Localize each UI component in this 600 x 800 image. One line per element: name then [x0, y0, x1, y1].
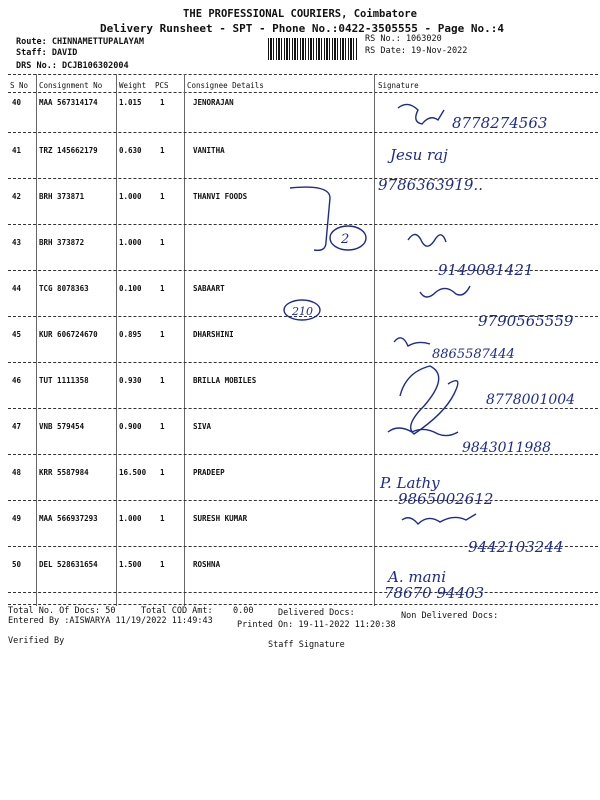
- row-separator: [8, 132, 598, 133]
- circle-mark: [330, 226, 366, 250]
- row-consignment: KUR 606724670: [39, 330, 98, 339]
- row-weight: 1.500: [119, 560, 142, 569]
- verified-by: Verified By: [8, 636, 65, 646]
- row-pcs: 1: [160, 376, 165, 385]
- row-weight: 0.630: [119, 146, 142, 155]
- row-pcs: 1: [160, 238, 165, 247]
- circle-mark: [284, 300, 320, 320]
- col-consignment: Consignment No: [39, 81, 103, 90]
- drs-number: DRS No.: DCJB106302004: [16, 61, 129, 71]
- header-rule: [8, 92, 598, 93]
- company-title: THE PROFESSIONAL COURIERS, Coimbatore: [183, 8, 417, 20]
- row-consignee: JENORAJAN: [193, 98, 234, 107]
- row-consignee: VANITHA: [193, 146, 225, 155]
- handwritten-phone: 8778274563: [452, 114, 548, 132]
- row-sno: 50: [12, 560, 22, 569]
- col-pcs: PCS: [155, 81, 169, 90]
- row-weight: 16.500: [119, 468, 147, 477]
- row-separator: [8, 454, 598, 455]
- row-weight: 1.015: [119, 98, 142, 107]
- row-sno: 41: [12, 146, 22, 155]
- staff-signature: Staff Signature: [268, 640, 345, 650]
- row-pcs: 1: [160, 468, 165, 477]
- handwritten-phone: 9786363919..: [378, 176, 483, 194]
- row-consignment: TRZ 145662179: [39, 146, 98, 155]
- row-sno: 45: [12, 330, 22, 339]
- row-separator: [8, 178, 598, 179]
- row-sno: 40: [12, 98, 22, 107]
- printed-on: Printed On: 19-11-2022 11:20:38: [237, 620, 396, 630]
- row-consignment: KRR 5587984: [39, 468, 89, 477]
- col-sno: S No: [10, 81, 29, 90]
- row-separator: [8, 316, 598, 317]
- row-separator: [8, 500, 598, 501]
- row-pcs: 1: [160, 514, 165, 523]
- footer-rule: [8, 604, 598, 605]
- row-separator: [8, 408, 598, 409]
- handwritten-phone: 8865587444: [432, 347, 515, 362]
- signature-scribble: [408, 234, 446, 246]
- row-consignee: BRILLA MOBILES: [193, 376, 257, 385]
- total-cod-value: 0.00: [233, 606, 254, 616]
- row-weight: 0.900: [119, 422, 142, 431]
- row-consignment: MAA 567314174: [39, 98, 98, 107]
- row-consignment: DEL 528631654: [39, 560, 98, 569]
- row-weight: 0.100: [119, 284, 142, 293]
- row-pcs: 1: [160, 284, 165, 293]
- handwritten-name: Jesu raj: [390, 146, 448, 164]
- row-weight: 1.000: [119, 514, 142, 523]
- row-sno: 42: [12, 192, 22, 201]
- handwritten-phone: 9790565559: [478, 312, 574, 330]
- row-sno: 44: [12, 284, 22, 293]
- row-consignment: BRH 373872: [39, 238, 85, 247]
- signature-scribble: [388, 428, 458, 436]
- handwritten-name: P. Lathy: [380, 474, 440, 492]
- delivered-docs: Delivered Docs:: [278, 608, 355, 618]
- row-sno: 43: [12, 238, 22, 247]
- col-weight: Weight: [119, 81, 147, 90]
- row-consignee: PRADEEP: [193, 468, 225, 477]
- row-sno: 46: [12, 376, 22, 385]
- entered-by: Entered By :AISWARYA 11/19/2022 11:49:43: [8, 616, 213, 626]
- column-divider: [374, 74, 375, 606]
- row-sno: 48: [12, 468, 22, 477]
- column-divider: [116, 74, 117, 606]
- row-pcs: 1: [160, 98, 165, 107]
- row-pcs: 1: [160, 146, 165, 155]
- row-sno: 49: [12, 514, 22, 523]
- handwritten-phone: 8778001004: [486, 392, 576, 408]
- signature-scribble: [398, 104, 444, 124]
- row-consignment: TCG 8078363: [39, 284, 89, 293]
- row-sno: 47: [12, 422, 22, 431]
- route-label: Route: CHINNAMETTUPALAYAM: [16, 37, 144, 47]
- handwritten-phone: 78670 94403: [384, 584, 485, 602]
- barcode: [268, 38, 358, 60]
- row-pcs: 1: [160, 422, 165, 431]
- row-separator: [8, 362, 598, 363]
- row-consignee: SURESH KUMAR: [193, 514, 248, 523]
- column-divider: [184, 74, 185, 606]
- row-separator: [8, 224, 598, 225]
- signature-scribble: [400, 366, 458, 434]
- handwritten-name: A. mani: [388, 568, 446, 586]
- row-consignment: BRH 373871: [39, 192, 85, 201]
- col-consignee: Consignee Details: [187, 81, 264, 90]
- row-consignment: MAA 566937293: [39, 514, 98, 523]
- column-divider: [36, 74, 37, 606]
- non-delivered-docs: Non Delivered Docs:: [401, 611, 499, 621]
- staff-label: Staff: DAVID: [16, 48, 78, 58]
- row-separator: [8, 270, 598, 271]
- row-consignee: SIVA: [193, 422, 212, 431]
- row-pcs: 1: [160, 192, 165, 201]
- col-signature: Signature: [378, 81, 419, 90]
- row-consignee: ROSHNA: [193, 560, 221, 569]
- handwritten-mark: 210: [292, 305, 313, 318]
- rs-number: RS No.: 1063020: [365, 34, 442, 44]
- row-weight: 1.000: [119, 238, 142, 247]
- row-consignee: SABAART: [193, 284, 225, 293]
- handwritten-phone: 9149081421: [438, 261, 534, 279]
- handwritten-phone: 9843011988: [462, 440, 552, 456]
- handwritten-mark: 2: [341, 232, 350, 247]
- row-consignment: TUT 1111358: [39, 376, 89, 385]
- handwritten-phone: 9442103244: [468, 538, 564, 556]
- row-consignee: THANVI FOODS: [193, 192, 248, 201]
- row-weight: 0.930: [119, 376, 142, 385]
- row-pcs: 1: [160, 560, 165, 569]
- signature-scribble: [394, 338, 430, 346]
- row-consignment: VNB 579454: [39, 422, 85, 431]
- runsheet-title: Delivery Runsheet - SPT - Phone No.:0422-3505555 - Page No.:4: [100, 22, 504, 35]
- rs-date: RS Date: 19-Nov-2022: [365, 46, 468, 56]
- row-weight: 0.895: [119, 330, 142, 339]
- row-consignee: DHARSHINI: [193, 330, 234, 339]
- table-top-rule: [8, 74, 598, 75]
- signature-scribble: [420, 286, 470, 297]
- row-separator: [8, 546, 598, 547]
- total-cod-label: Total COD Amt:: [141, 606, 213, 616]
- signature-scribble: [402, 514, 476, 524]
- row-pcs: 1: [160, 330, 165, 339]
- total-docs: Total No. Of Docs: 50: [8, 606, 116, 616]
- bracket-mark: [290, 187, 330, 250]
- row-separator: [8, 592, 598, 593]
- row-weight: 1.000: [119, 192, 142, 201]
- handwritten-phone: 9865002612: [398, 490, 494, 508]
